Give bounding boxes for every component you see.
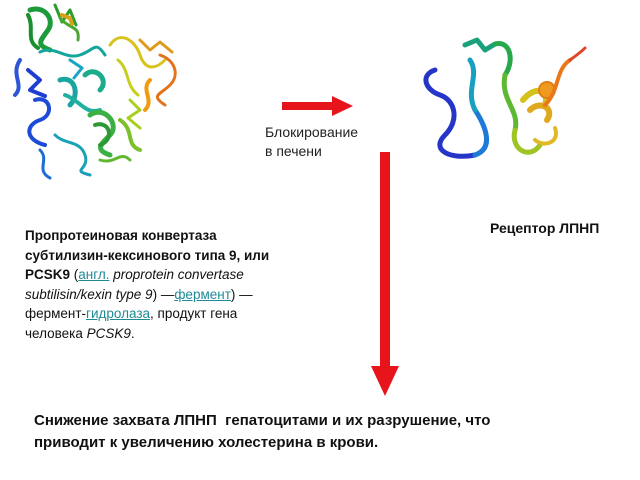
conclusion-line-1: Снижение захвата ЛПНП гепатоцитами и их разрушение, что — [34, 412, 491, 429]
conclusion-text — [34, 410, 624, 454]
english-abbreviation-link[interactable]: англ. — [78, 267, 110, 282]
block-label-line-1: Блокирование — [265, 124, 359, 140]
pcsk9-protein-structure-icon — [0, 0, 200, 185]
pcsk9-description — [25, 226, 325, 343]
liver-blocking-label — [265, 123, 358, 161]
hydrolase-link[interactable]: гидролаза — [86, 306, 151, 321]
paren-open: ( — [70, 267, 79, 282]
gene-text: , продукт гена — [150, 306, 238, 321]
enzyme-link[interactable]: фермент — [174, 286, 231, 302]
pcsk9-title-line-1: Пропротеиновая конвертаза — [25, 228, 217, 243]
english-name-part-2: subtilisin/kexin type 9 — [25, 286, 153, 302]
ldl-receptor-label: Рецептор ЛПНП — [490, 220, 600, 236]
pcsk9-abbreviation: PCSK9 — [25, 267, 71, 282]
paren-close-dash: ) — — [152, 286, 175, 302]
ldl-receptor-structure-icon — [405, 30, 600, 190]
pcsk9-title-line-2: субтилизин-кексинового типа 9, или — [25, 247, 270, 263]
gene-name: PCSK9 — [86, 325, 131, 341]
english-name-part-1: proprotein convertase — [109, 267, 244, 282]
human-text: человека — [25, 325, 87, 341]
conclusion-line-2: приводит к увеличению холестерина в крови. — [34, 434, 379, 451]
down-arrow-icon — [368, 150, 402, 398]
block-label-line-2: в печени — [265, 143, 322, 159]
enzyme-prefix: фермент- — [25, 306, 87, 321]
close-after-enzyme: ) — — [230, 286, 253, 302]
right-arrow-icon — [280, 95, 355, 117]
period: . — [130, 325, 135, 341]
